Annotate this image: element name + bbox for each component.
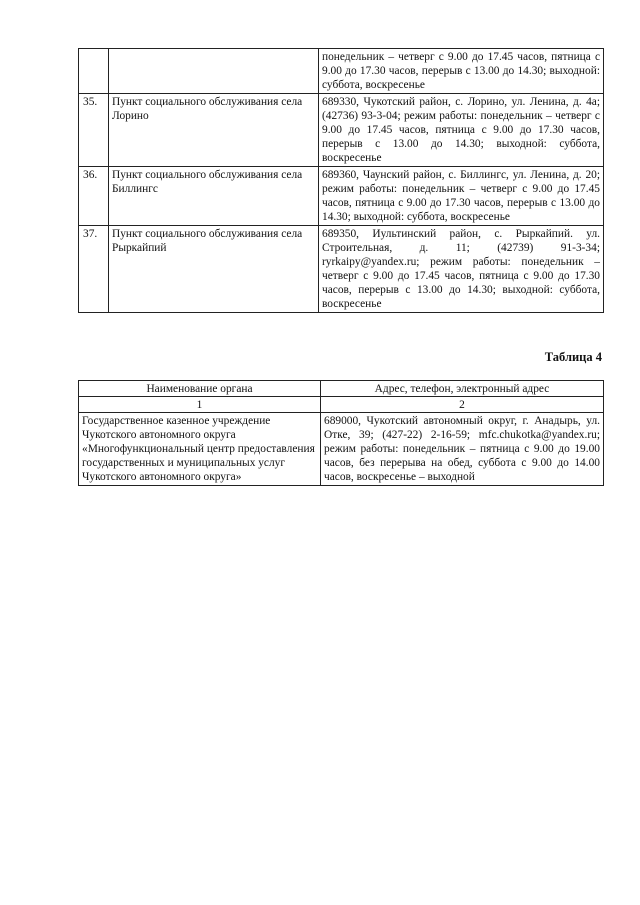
row-number — [79, 49, 109, 94]
mfc-table — [78, 380, 604, 486]
facility-name: Пункт социального обслуживания села Биллингс — [109, 167, 319, 226]
facility-name: Пункт социального обслуживания села Рыркайпий — [109, 226, 319, 313]
table-caption: Таблица 4 — [544, 350, 602, 364]
table-row — [79, 94, 604, 167]
social-service-table — [78, 48, 604, 313]
column-number: 2 — [321, 397, 604, 413]
column-header-address: Адрес, телефон, электронный адрес — [321, 381, 604, 397]
header-row — [79, 381, 604, 397]
table-row — [79, 167, 604, 226]
facility-details: 689330, Чукотский район, с. Лорино, ул. Ленина, д. 4а; (42736) 93-3-04; режим работы: понедельник – четверг с 9.00 до 17.45 часов, пятница с 9.00 до 17.30 часов, перерыв с 13.00 до 14.30; выходной: суббота, воскресенье — [319, 94, 604, 167]
facility-details: 689350, Иультинский район, с. Рыркайпий. ул. Строительная, д. 11; (42739) 91-3-34; ryrkaipy@yandex.ru; режим работы: понедельник – четверг с 9.00 до 17.45 часов, пятница с 9.00 до 17.30 часов, перерыв с 13.00 до 14.30; выходной: суббота, воскресенье — [319, 226, 604, 313]
organization-details: 689000, Чукотский автономный округ, г. Анадырь, ул. Отке, 39; (427-22) 2-16-59; mfc.chukotka@yandex.ru; режим работы: понедельник – пятница с 9.00 до 19.00 часов, без перерыва на обед, суббота с 9.00 до 14.00 часов, воскресенье – выходной — [321, 413, 604, 486]
row-number: 36. — [79, 167, 109, 226]
table-row — [79, 49, 604, 94]
column-number-row — [79, 397, 604, 413]
column-number: 1 — [79, 397, 321, 413]
facility-details: 689360, Чаунский район, с. Биллингс, ул. Ленина, д. 20; режим работы: понедельник – четверг с 9.00 до 17.45 часов, пятница с 9.00 до 17.30 часов, перерыв с 13.00 до 14.30; выходной: суббота, воскресенье — [319, 167, 604, 226]
organization-name: Государственное казенное учреждение Чукотского автономного округа «Многофункциональный центр предоставления государственных и муниципальных услуг Чукотского автономного округа» — [79, 413, 321, 486]
row-number: 35. — [79, 94, 109, 167]
table-row — [79, 413, 604, 486]
facility-name — [109, 49, 319, 94]
row-number: 37. — [79, 226, 109, 313]
facility-name: Пункт социального обслуживания села Лорино — [109, 94, 319, 167]
table-row — [79, 226, 604, 313]
facility-details: понедельник – четверг с 9.00 до 17.45 часов, пятница с 9.00 до 17.30 часов, перерыв с 13.00 до 14.30; выходной: суббота, воскресенье — [319, 49, 604, 94]
column-header-name: Наименование органа — [79, 381, 321, 397]
